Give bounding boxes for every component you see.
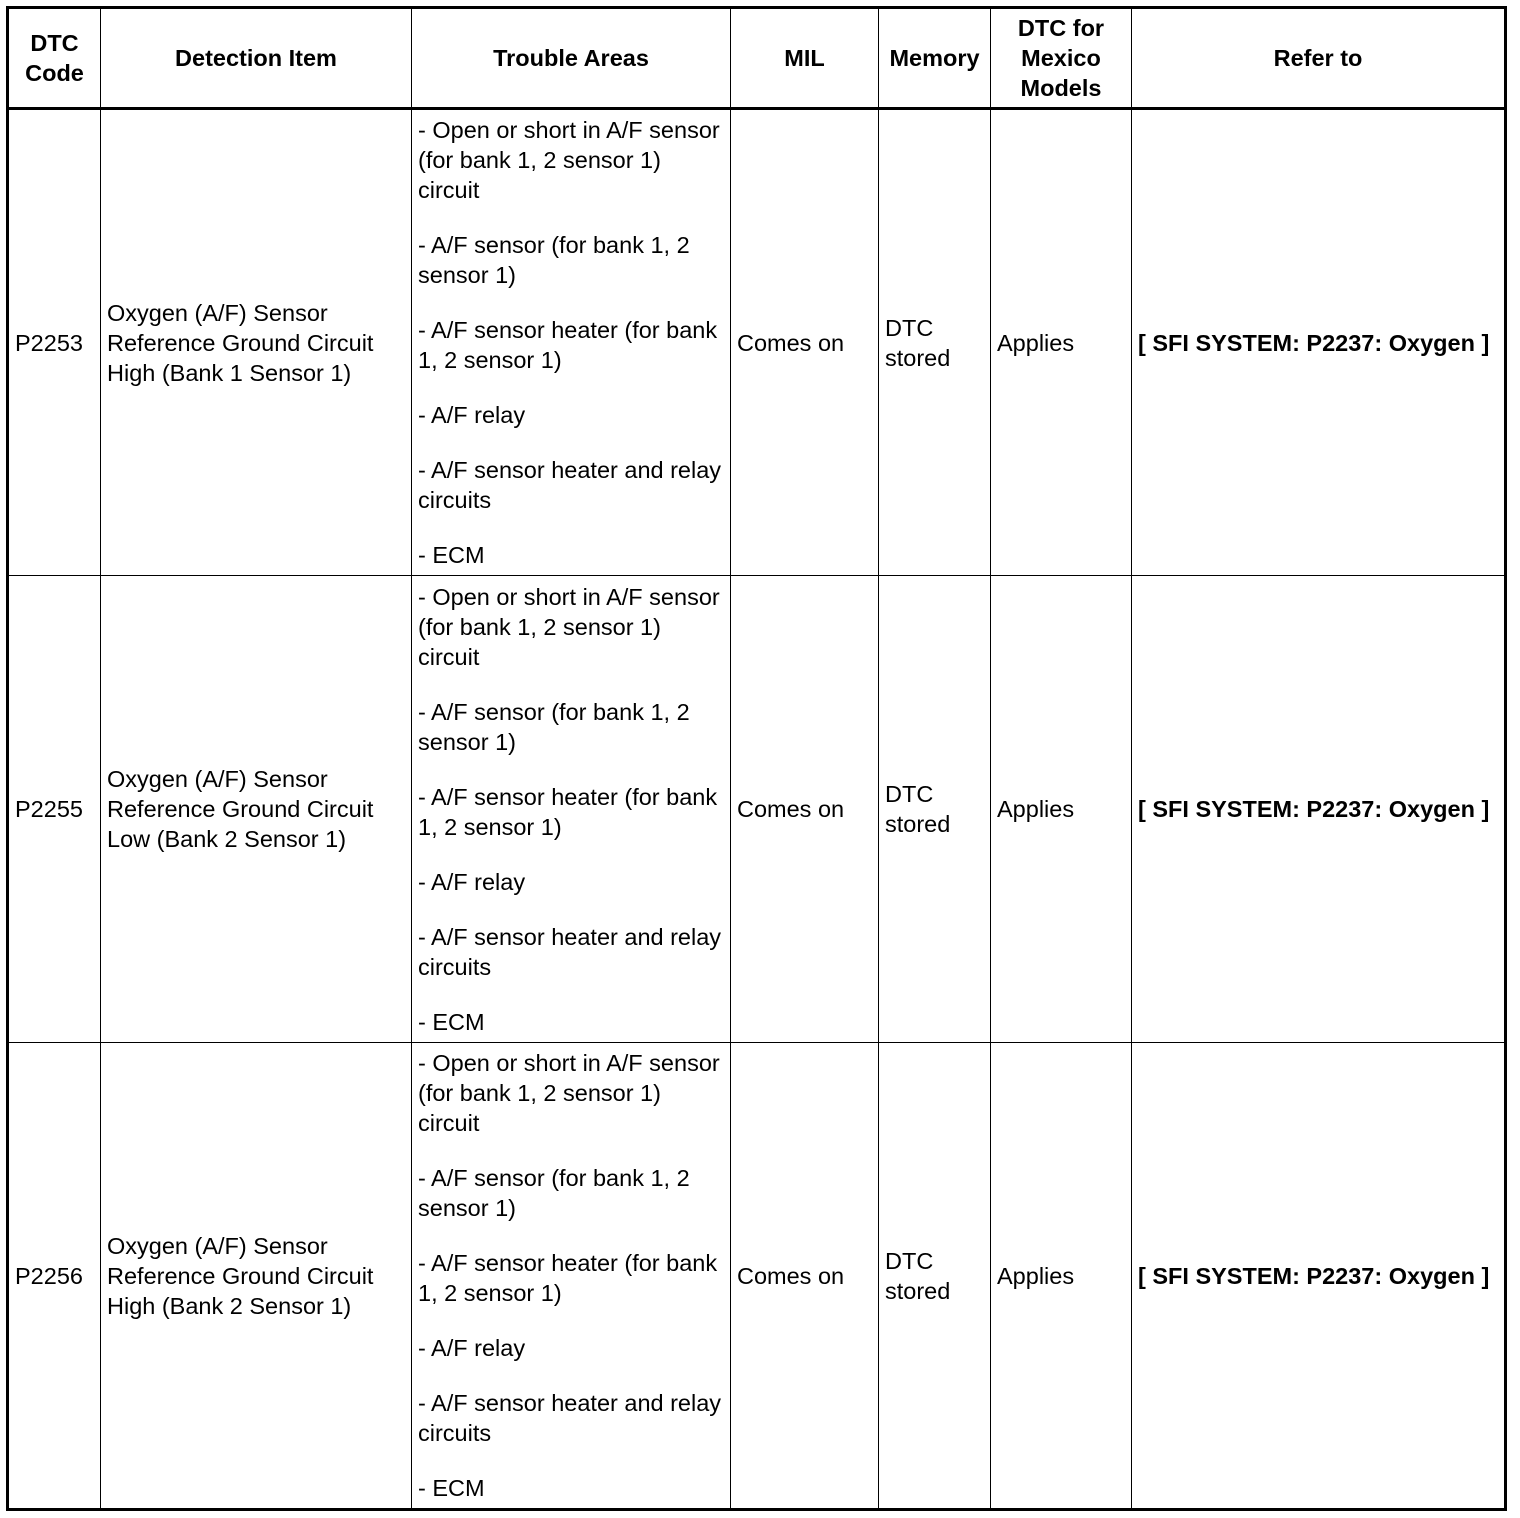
header-mil: MIL — [731, 8, 879, 109]
dtc-table — [6, 6, 1507, 1511]
trouble-area-item: - Open or short in A/F sensor (for bank 1, 2 sensor 1) circuit — [418, 117, 720, 203]
mil-cell: Comes on — [731, 109, 879, 576]
header-memory: Memory — [879, 8, 991, 109]
trouble-area-item: - A/F relay — [418, 868, 526, 895]
dtc-code-cell: P2256 — [8, 1043, 101, 1510]
trouble-areas-cell — [412, 1043, 731, 1510]
trouble-areas-cell — [412, 109, 731, 576]
memory-cell: DTC stored — [879, 1043, 991, 1510]
mil-cell: Comes on — [731, 1043, 879, 1510]
trouble-area-item: - ECM — [418, 1475, 485, 1501]
header-trouble-areas: Trouble Areas — [412, 8, 731, 109]
trouble-area-item: - ECM — [418, 542, 485, 568]
trouble-area-item: - A/F sensor heater and relay circuits — [418, 1390, 722, 1446]
mexico-models-cell: Applies — [991, 109, 1132, 576]
mil-cell: Comes on — [731, 576, 879, 1043]
detection-item-cell: Oxygen (A/F) Sensor Reference Ground Circuit High (Bank 2 Sensor 1) — [101, 1043, 412, 1510]
table-row — [8, 1043, 1506, 1510]
trouble-area-item: - ECM — [418, 1008, 485, 1035]
refer-to-link[interactable]: [ SFI SYSTEM: P2237: Oxygen ] — [1132, 1043, 1506, 1510]
table-row — [8, 109, 1506, 576]
dtc-code-cell: P2253 — [8, 109, 101, 576]
mexico-models-cell: Applies — [991, 576, 1132, 1043]
memory-cell: DTC stored — [879, 576, 991, 1043]
detection-item-cell: Oxygen (A/F) Sensor Reference Ground Circuit Low (Bank 2 Sensor 1) — [101, 576, 412, 1043]
table-row — [8, 576, 1506, 1043]
trouble-area-item: - A/F sensor (for bank 1, 2 sensor 1) — [418, 698, 690, 755]
header-dtc-code: DTC Code — [8, 8, 101, 109]
trouble-areas-cell — [412, 576, 731, 1043]
memory-cell: DTC stored — [879, 109, 991, 576]
trouble-area-item: - A/F sensor heater and relay circuits — [418, 923, 722, 980]
trouble-area-item: - A/F relay — [418, 1335, 526, 1361]
trouble-area-item: - A/F sensor heater and relay circuits — [418, 457, 722, 513]
refer-to-link[interactable]: [ SFI SYSTEM: P2237: Oxygen ] — [1132, 576, 1506, 1043]
trouble-area-item: - A/F relay — [418, 402, 526, 428]
mexico-models-cell: Applies — [991, 1043, 1132, 1510]
trouble-area-item: - A/F sensor heater (for bank 1, 2 sensor 1) — [418, 1250, 718, 1306]
detection-item-cell: Oxygen (A/F) Sensor Reference Ground Circuit High (Bank 1 Sensor 1) — [101, 109, 412, 576]
header-row — [8, 8, 1506, 109]
table-header — [8, 8, 1506, 109]
header-detection-item: Detection Item — [101, 8, 412, 109]
header-refer-to: Refer to — [1132, 8, 1506, 109]
trouble-area-item: - A/F sensor heater (for bank 1, 2 sensor 1) — [418, 317, 718, 373]
trouble-area-item: - Open or short in A/F sensor (for bank 1, 2 sensor 1) circuit — [418, 583, 720, 670]
dtc-code-cell: P2255 — [8, 576, 101, 1043]
trouble-area-item: - A/F sensor (for bank 1, 2 sensor 1) — [418, 232, 690, 288]
header-mexico-models: DTC for Mexico Models — [991, 8, 1132, 109]
trouble-area-item: - A/F sensor (for bank 1, 2 sensor 1) — [418, 1165, 690, 1221]
table-body — [8, 109, 1506, 1510]
trouble-area-item: - A/F sensor heater (for bank 1, 2 sensor 1) — [418, 783, 718, 840]
trouble-area-item: - Open or short in A/F sensor (for bank 1, 2 sensor 1) circuit — [418, 1050, 720, 1136]
refer-to-link[interactable]: [ SFI SYSTEM: P2237: Oxygen ] — [1132, 109, 1506, 576]
